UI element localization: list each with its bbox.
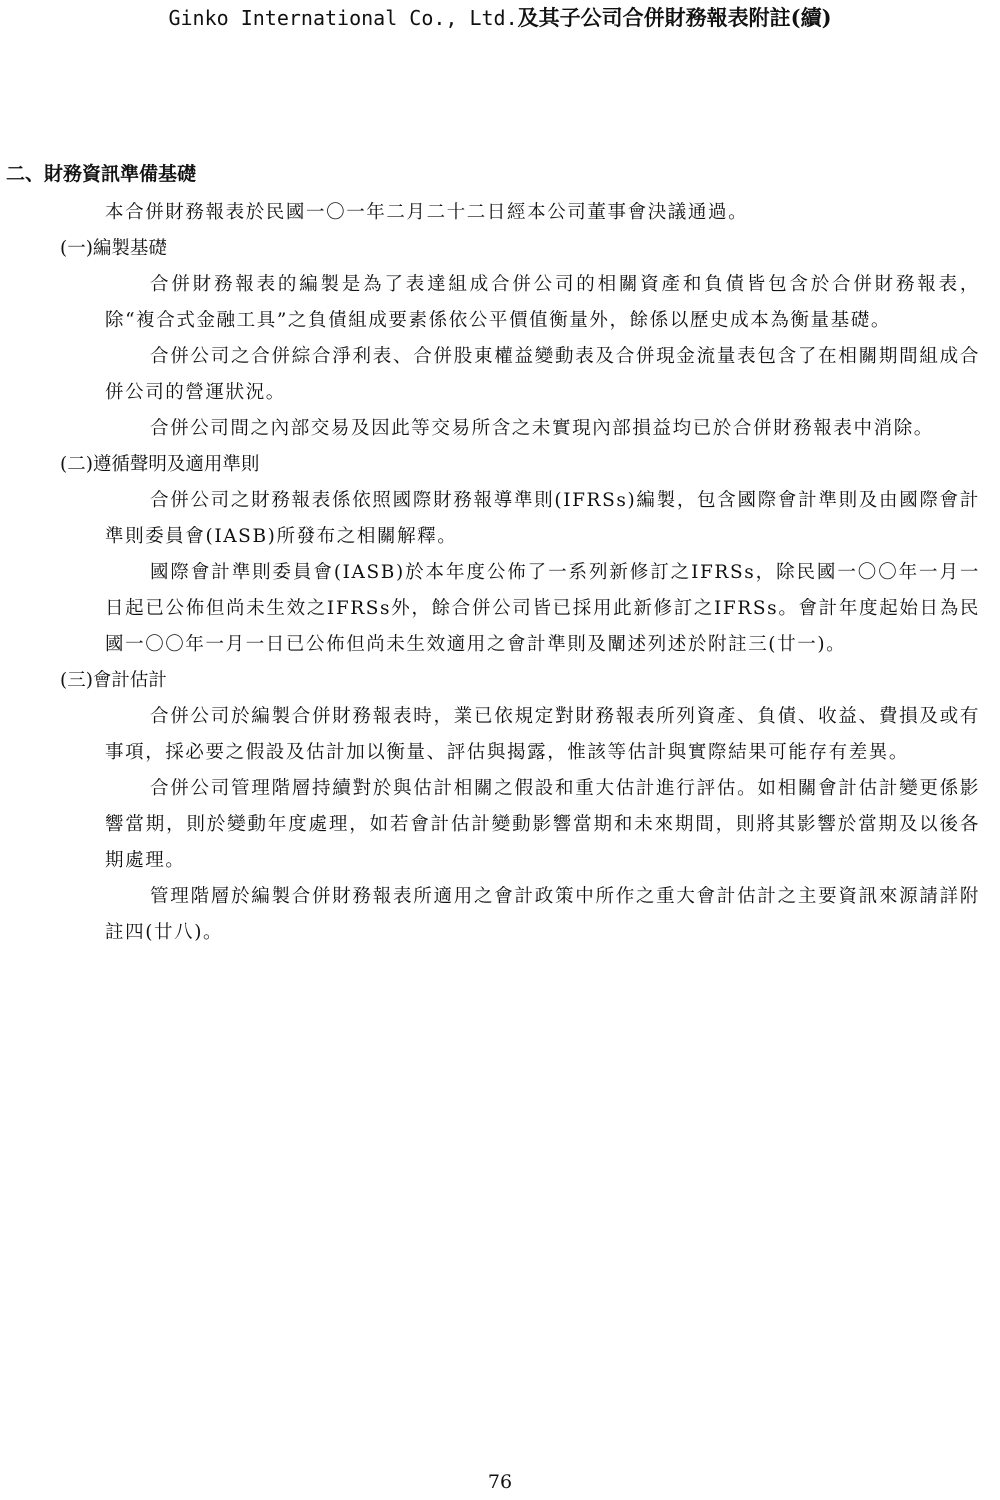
paragraph-estimates-2: 合併公司管理階層持續對於與估計相關之假設和重大估計進行評估。如相關會計估計變更係影響當期，則於變動年度處理，如若會計估計變動影響當期和未來期間，則將其影響於當期及以後各期處理。: [105, 778, 980, 871]
paragraph-basis-3: 合併公司間之內部交易及因此等交易所含之未實現內部損益均已於合併財務報表中消除。: [150, 418, 934, 439]
section-title: 二、財務資訊準備基礎: [6, 163, 197, 185]
paragraph-estimates-3: 管理階層於編製合併財務報表所適用之會計政策中所作之重大會計估計之主要資訊來源請詳附註四(廿八)。: [105, 886, 980, 943]
header-title-suffix: 及其子公司合併財務報表附註(續): [517, 5, 832, 30]
section-intro: 本合併財務報表於民國一〇一年二月二十二日經本公司董事會決議通過。: [105, 202, 749, 223]
header-company-name: Ginko International Co., Ltd.: [168, 6, 518, 30]
paragraph-compliance-2: 國際會計準則委員會(IASB)於本年度公佈了一系列新修訂之IFRSs，除民國一〇〇年一月一日起已公佈但尚未生效之IFRSs外，餘合併公司皆已採用此新修訂之IFRSs。會計年度起始日為民國一〇〇年一月一日已公佈但尚未生效適用之會計準則及闡述列述於附註三(廿一)。: [105, 562, 980, 655]
page-number: 76: [487, 1471, 513, 1493]
paragraph-basis-1: 合併財務報表的編製是為了表達組成合併公司的相關資產和負債皆包含於合併財務報表，除“複合式金融工具”之負債組成要素係依公平價值衡量外，餘係以歷史成本為衡量基礎。: [105, 274, 980, 331]
subsection-heading-compliance: (二)遵循聲明及適用準則: [60, 454, 260, 475]
subsection-heading-estimates: (三)會計估計: [60, 670, 167, 691]
paragraph-estimates-1: 合併公司於編製合併財務報表時，業已依規定對財務報表所列資產、負債、收益、費損及或有事項，採必要之假設及估計加以衡量、評估與揭露，惟該等估計與實際結果可能存有差異。: [105, 706, 980, 763]
paragraph-compliance-1: 合併公司之財務報表係依照國際財務報導準則(IFRSs)編製，包含國際會計準則及由國際會計準則委員會(IASB)所發布之相關解釋。: [105, 490, 980, 547]
paragraph-basis-2: 合併公司之合併綜合淨利表、合併股東權益變動表及合併現金流量表包含了在相關期間組成合併公司的營運狀況。: [105, 346, 980, 403]
section-body: [60, 195, 980, 951]
subsection-heading-basis: (一)編製基礎: [60, 238, 167, 259]
page-header: [0, 4, 1000, 32]
